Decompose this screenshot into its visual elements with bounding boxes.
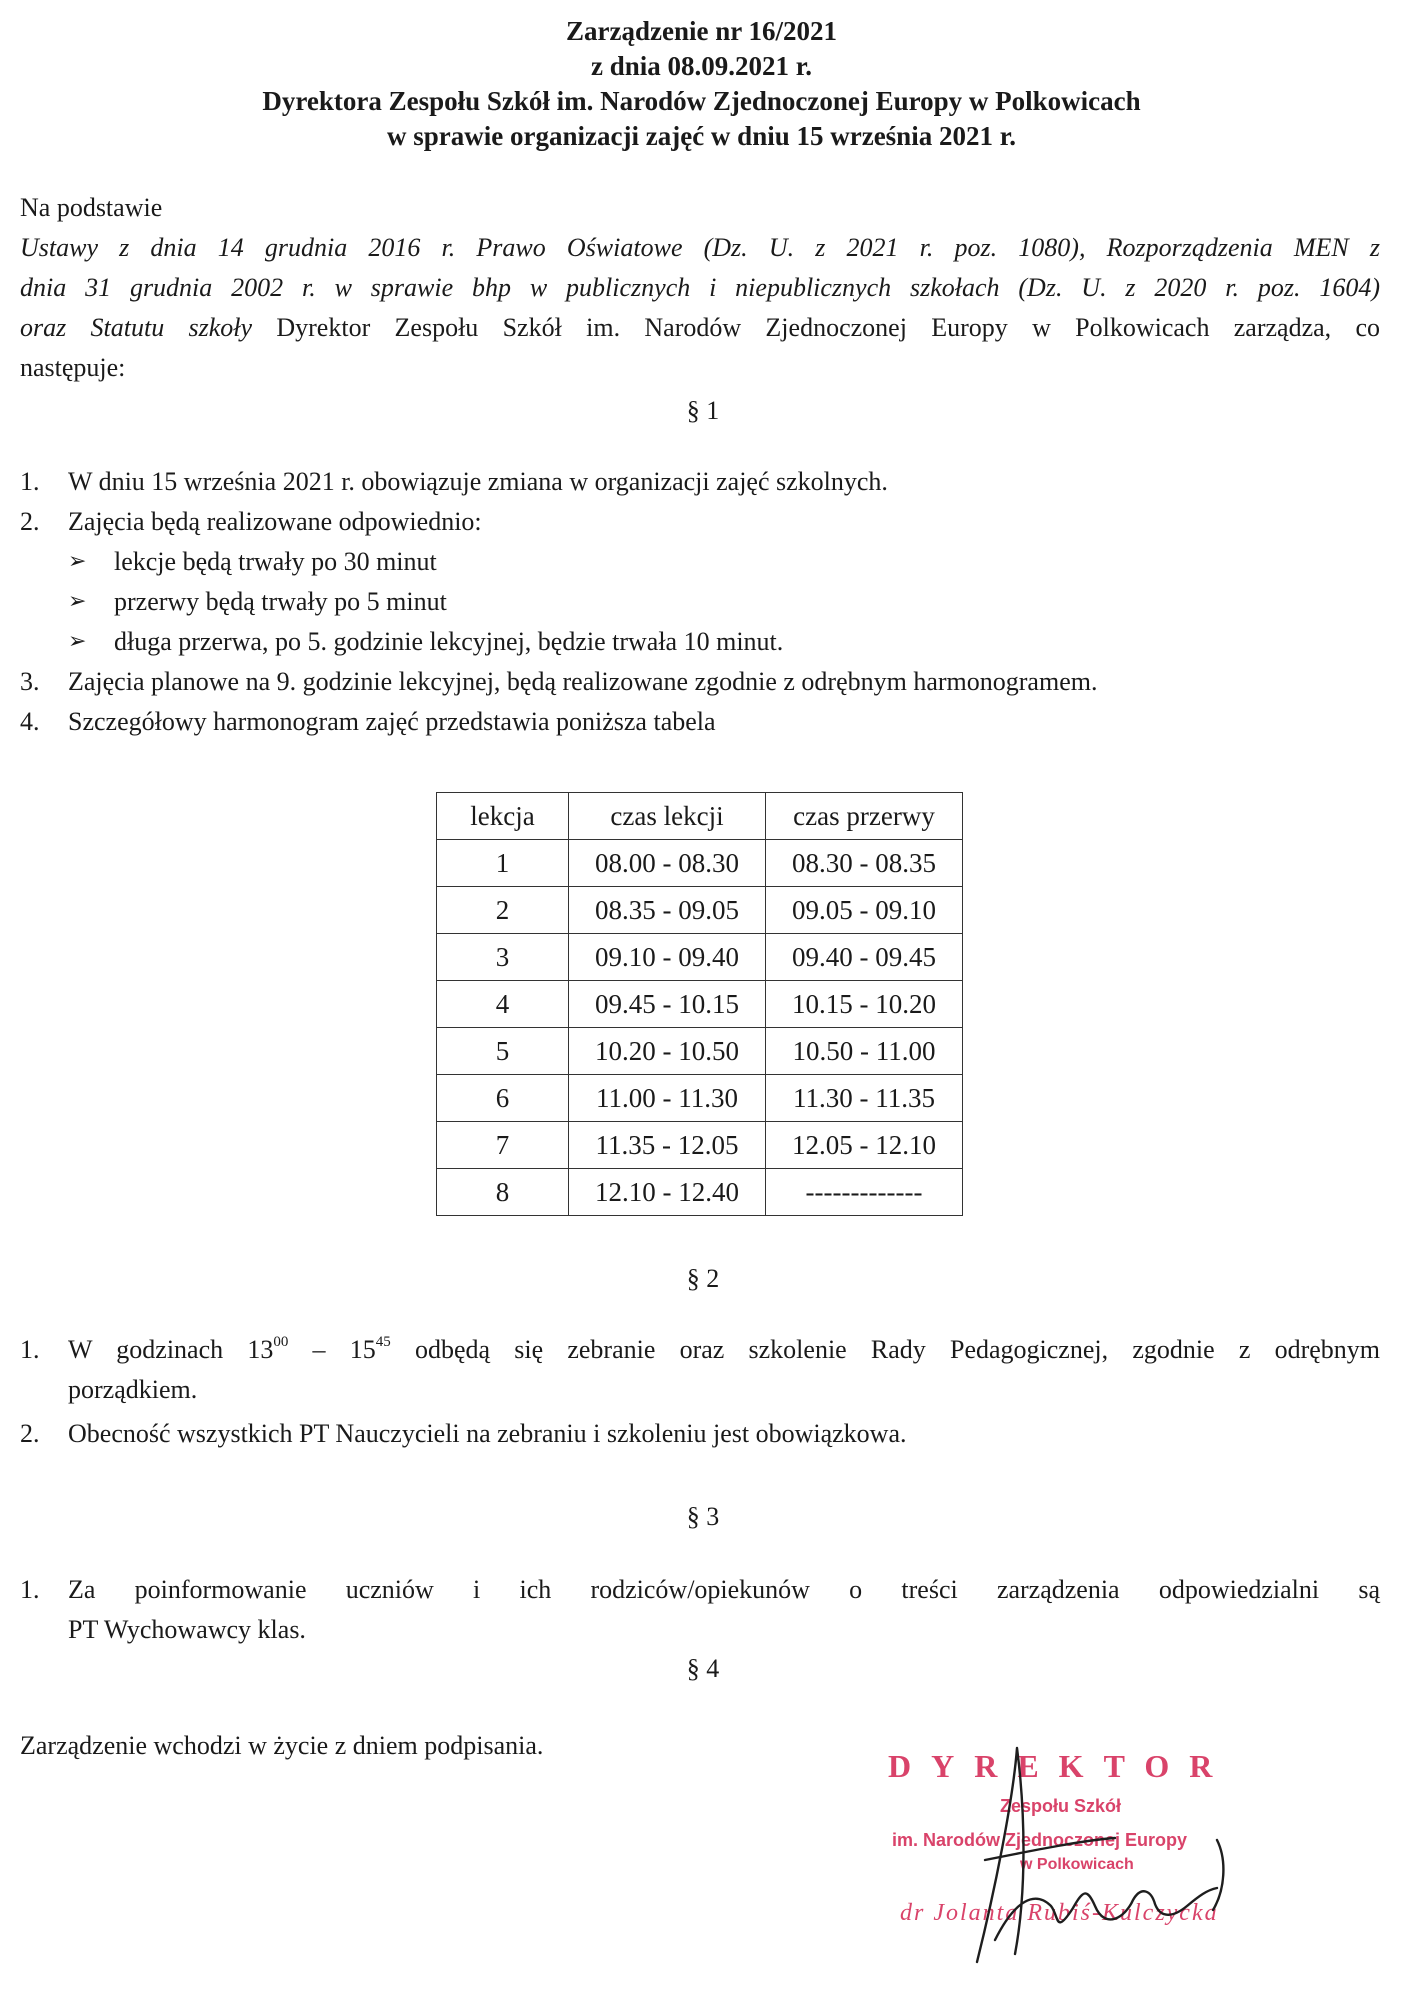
sub-list-item <box>20 542 1380 582</box>
table-row <box>437 934 963 981</box>
intro-statute: oraz Statutu szkoły <box>20 313 253 342</box>
list-item-text: Szczegółowy harmonogram zajęć przedstawia poniższa tabela <box>68 707 716 736</box>
intro-line-3: dnia 31 grudnia 2002 r. w sprawie bhp w publicznych i niepublicznych szkołach (Dz. U. z 2020 r. poz. 1604) <box>20 273 1380 302</box>
arrow-bullet-icon: ➢ <box>68 589 87 614</box>
table-row <box>437 1028 963 1075</box>
cell-break-time: 09.05 - 09.10 <box>766 887 963 934</box>
intro-line-2: Ustawy z dnia 14 grudnia 2016 r. Prawo Oświatowe (Dz. U. z 2021 r. poz. 1080), Rozporządzenia MEN z <box>20 233 1380 262</box>
cell-break-time: ------------- <box>766 1169 963 1216</box>
cell-lesson-time: 11.35 - 12.05 <box>569 1122 766 1169</box>
cell-lesson: 3 <box>437 934 569 981</box>
list-item <box>20 662 1380 702</box>
section-2-list <box>20 1330 1380 1454</box>
section-3-heading: § 3 <box>686 1502 720 1531</box>
cell-lesson-time: 09.10 - 09.40 <box>569 934 766 981</box>
section-1-heading: § 1 <box>686 396 720 425</box>
table-row <box>437 1169 963 1216</box>
table-row <box>437 840 963 887</box>
cell-break-time: 09.40 - 09.45 <box>766 934 963 981</box>
section-3-list <box>20 1570 1380 1650</box>
cell-lesson: 7 <box>437 1122 569 1169</box>
cell-lesson-time: 08.00 - 08.30 <box>569 840 766 887</box>
list-item-number: 1. <box>20 1335 40 1364</box>
intro-line-4 <box>20 308 1380 348</box>
list-item <box>20 1330 1380 1410</box>
cell-lesson: 4 <box>437 981 569 1028</box>
list-item-number: 1. <box>20 1575 40 1604</box>
cell-lesson-time: 09.45 - 10.15 <box>569 981 766 1028</box>
arrow-bullet-icon: ➢ <box>68 549 87 574</box>
list-item-text: W dniu 15 września 2021 r. obowiązuje zmiana w organizacji zajęć szkolnych. <box>68 467 888 496</box>
intro-line-5: następuje: <box>20 353 126 382</box>
cell-break-time: 08.30 - 08.35 <box>766 840 963 887</box>
handwritten-signature <box>955 1740 1255 1970</box>
cell-break-time: 11.30 - 11.35 <box>766 1075 963 1122</box>
cell-lesson-time: 12.10 - 12.40 <box>569 1169 766 1216</box>
list-item-text: Za poinformowanie uczniów i ich rodziców/opiekunów o treści zarządzenia odpowiedzialni są <box>68 1575 1380 1604</box>
list-item-text: Zajęcia planowe na 9. godzinie lekcyjnej, będą realizowane zgodnie z odrębnym harmonogramem. <box>68 667 1098 696</box>
cell-lesson: 5 <box>437 1028 569 1075</box>
list-item <box>20 502 1380 542</box>
section-1-list <box>20 462 1380 742</box>
column-header-break-time: czas przerwy <box>766 793 963 840</box>
arrow-bullet-icon: ➢ <box>68 629 87 654</box>
list-item-number: 3. <box>20 667 40 696</box>
cell-lesson-time: 10.20 - 10.50 <box>569 1028 766 1075</box>
hours-superscript-end: 45 <box>375 1334 391 1350</box>
list-item <box>20 702 1380 742</box>
column-header-lesson: lekcja <box>437 793 569 840</box>
table-row <box>437 1075 963 1122</box>
cell-lesson: 1 <box>437 840 569 887</box>
stamp-line-school: Zespołu Szkół <box>1000 1796 1122 1816</box>
meeting-text: odbędą się zebranie oraz szkolenie Rady Pedagogicznej, zgodnie z odrębnym <box>390 1335 1380 1364</box>
table-row <box>437 887 963 934</box>
section-4-heading: § 4 <box>686 1654 720 1683</box>
closing-statement: Zarządzenie wchodzi w życie z dniem podpisania. <box>20 1731 544 1760</box>
legal-basis <box>20 188 1380 388</box>
table-row <box>437 1122 963 1169</box>
table-row <box>437 981 963 1028</box>
cell-break-time: 10.50 - 11.00 <box>766 1028 963 1075</box>
list-item-number: 2. <box>20 507 40 536</box>
cell-lesson-time: 08.35 - 09.05 <box>569 887 766 934</box>
intro-line-4-rest: Dyrektor Zespołu Szkół im. Narodów Zjednoczonej Europy w Polkowicach zarządza, co <box>252 313 1380 342</box>
schedule-table <box>436 792 963 1216</box>
document-header <box>0 14 1403 154</box>
header-issuer: Dyrektora Zespołu Szkół im. Narodów Zjednoczonej Europy w Polkowicach <box>262 86 1141 116</box>
stamp-director-name: dr Jolanta Rubiś-Kulczycka <box>900 1900 1219 1926</box>
hours-superscript-start: 00 <box>273 1334 289 1350</box>
list-item <box>20 1570 1380 1650</box>
table-header-row <box>437 793 963 840</box>
column-header-lesson-time: czas lekcji <box>569 793 766 840</box>
list-item-continuation: porządkiem. <box>68 1375 198 1404</box>
cell-lesson-time: 11.00 - 11.30 <box>569 1075 766 1122</box>
cell-lesson: 2 <box>437 887 569 934</box>
cell-break-time: 10.15 - 10.20 <box>766 981 963 1028</box>
list-item <box>20 1414 1380 1454</box>
sub-list-item-text: lekcje będą trwały po 30 minut <box>114 547 437 576</box>
hours-text-end: – 15 <box>288 1335 376 1364</box>
sub-list-item-text: przerwy będą trwały po 5 minut <box>114 587 447 616</box>
list-item-number: 1. <box>20 467 40 496</box>
stamp-line-city: w Polkowicach <box>1020 1856 1134 1873</box>
section-2-heading: § 2 <box>686 1264 720 1293</box>
cell-lesson: 8 <box>437 1169 569 1216</box>
sub-list-item-text: długa przerwa, po 5. godzinie lekcyjnej, będzie trwała 10 minut. <box>114 627 784 656</box>
list-item-text <box>68 1330 1380 1370</box>
cell-lesson: 6 <box>437 1075 569 1122</box>
stamp-line-name: im. Narodów Zjednoczonej Europy <box>892 1830 1188 1850</box>
sub-list-item <box>20 582 1380 622</box>
header-subject: w sprawie organizacji zajęć w dniu 15 września 2021 r. <box>387 121 1016 151</box>
header-date: z dnia 08.09.2021 r. <box>590 51 813 81</box>
list-item-number: 2. <box>20 1419 40 1448</box>
header-title: Zarządzenie nr 16/2021 <box>566 16 837 46</box>
list-item <box>20 462 1380 502</box>
hours-text-start: W godzinach 13 <box>68 1335 274 1364</box>
stamp-title: DYREKTOR <box>888 1748 1233 1784</box>
list-item-text: Obecność wszystkich PT Nauczycieli na zebraniu i szkoleniu jest obowiązkowa. <box>68 1419 907 1448</box>
list-item-continuation: PT Wychowawcy klas. <box>68 1615 306 1644</box>
list-item-number: 4. <box>20 707 40 736</box>
list-item-text: Zajęcia będą realizowane odpowiednio: <box>68 507 482 536</box>
cell-break-time: 12.05 - 12.10 <box>766 1122 963 1169</box>
intro-line-1: Na podstawie <box>20 193 163 222</box>
sub-list-item <box>20 622 1380 662</box>
